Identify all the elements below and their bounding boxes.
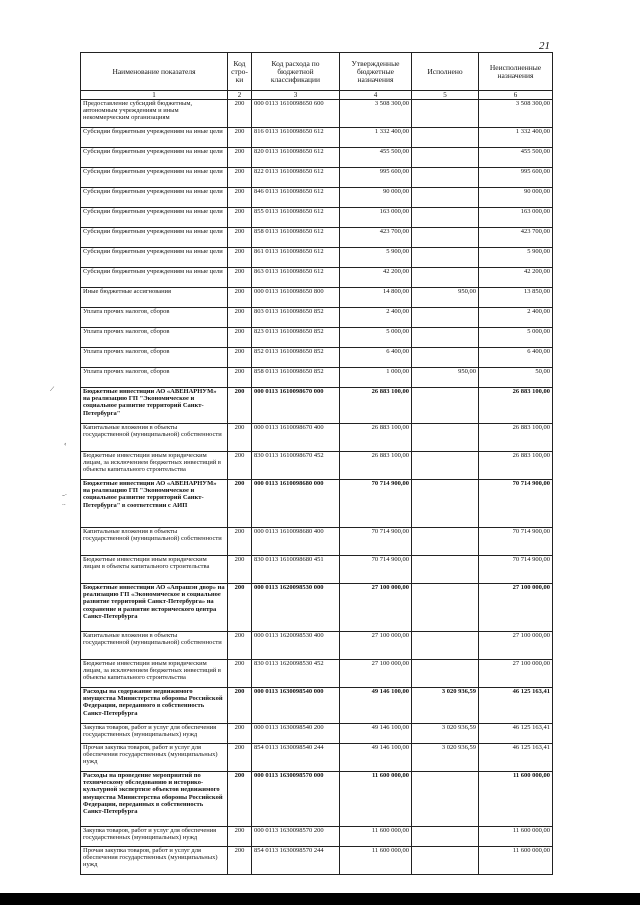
row-approved: 11 600 000,00 [340, 772, 412, 827]
row-expense-code: 830 0113 1610098680 451 [252, 556, 340, 584]
row-line-code: 200 [228, 772, 252, 827]
row-approved: 5 900,00 [340, 248, 412, 268]
row-name: Субсидии бюджетным учреждениям на иные цели [81, 128, 228, 148]
column-number-row [81, 91, 553, 100]
row-approved: 423 700,00 [340, 228, 412, 248]
column-header-line-code: Код стро-ки [228, 53, 252, 91]
row-expense-code: 854 0113 1630098570 244 [252, 847, 340, 875]
table-row [81, 208, 553, 228]
row-approved: 42 200,00 [340, 268, 412, 288]
row-name: Закупка товаров, работ и услуг для обеспечения государственных (муниципальных) нужд [81, 827, 228, 847]
row-unexecuted: 46 125 163,41 [479, 688, 553, 724]
column-header-executed: Исполнено [412, 53, 479, 91]
row-executed: 950,00 [412, 288, 479, 308]
row-name: Бюджетные инвестиции АО «АВЕНАРНУМ» на реализацию ГП "Экономическое и социальное развитие территорий Санкт-Петербурга" в соответствии с АИП [81, 480, 228, 528]
row-expense-code: 822 0113 1610098650 612 [252, 168, 340, 188]
row-name: Иные бюджетные ассигнования [81, 288, 228, 308]
row-expense-code: 000 0113 1630098540 200 [252, 724, 340, 744]
row-unexecuted: 5 000,00 [479, 328, 553, 348]
row-approved: 995 600,00 [340, 168, 412, 188]
row-approved: 70 714 900,00 [340, 556, 412, 584]
row-name: Субсидии бюджетным учреждениям на иные цели [81, 228, 228, 248]
row-unexecuted: 27 100 000,00 [479, 660, 553, 688]
row-expense-code: 863 0113 1610098650 612 [252, 268, 340, 288]
row-executed [412, 308, 479, 328]
row-unexecuted: 50,00 [479, 368, 553, 388]
row-name: Капитальные вложения в объекты государственной (муниципальной) собственности [81, 632, 228, 660]
scan-bottom-edge [0, 893, 640, 905]
row-unexecuted: 11 600 000,00 [479, 847, 553, 875]
row-expense-code: 858 0113 1610098650 612 [252, 228, 340, 248]
budget-report-table [80, 52, 553, 875]
row-line-code: 200 [228, 268, 252, 288]
row-name: Уплата прочих налогов, сборов [81, 328, 228, 348]
table-row [81, 248, 553, 268]
row-unexecuted: 11 600 000,00 [479, 772, 553, 827]
row-approved: 70 714 900,00 [340, 480, 412, 528]
row-approved: 90 000,00 [340, 188, 412, 208]
row-name: Субсидии бюджетным учреждениям на иные цели [81, 168, 228, 188]
row-approved: 49 146 100,00 [340, 688, 412, 724]
row-executed [412, 248, 479, 268]
row-executed [412, 168, 479, 188]
row-approved: 455 500,00 [340, 148, 412, 168]
row-approved: 27 100 000,00 [340, 632, 412, 660]
row-unexecuted: 27 100 000,00 [479, 584, 553, 632]
table-row [81, 148, 553, 168]
row-line-code: 200 [228, 480, 252, 528]
table-row [81, 480, 553, 528]
column-number: 6 [479, 91, 553, 100]
row-approved: 49 146 100,00 [340, 744, 412, 772]
row-name: Субсидии бюджетным учреждениям на иные цели [81, 248, 228, 268]
row-name: Субсидии бюджетным учреждениям на иные цели [81, 268, 228, 288]
row-line-code: 200 [228, 724, 252, 744]
table-row [81, 452, 553, 480]
row-unexecuted: 2 400,00 [479, 308, 553, 328]
table-row [81, 328, 553, 348]
row-unexecuted: 995 600,00 [479, 168, 553, 188]
row-approved: 70 714 900,00 [340, 528, 412, 556]
column-header-unexecuted: Неисполненные назначения [479, 53, 553, 91]
column-header-expense-code: Код расхода по бюджетной классификации [252, 53, 340, 91]
row-expense-code: 803 0113 1610098650 852 [252, 308, 340, 328]
row-name: Бюджетные инвестиции иным юридическим лицам, за исключением бюджетных инвестиций в объекты капитального строительства [81, 660, 228, 688]
row-line-code: 200 [228, 368, 252, 388]
row-expense-code: 000 0113 1610098680 400 [252, 528, 340, 556]
row-executed [412, 424, 479, 452]
table-row [81, 847, 553, 875]
row-approved: 2 400,00 [340, 308, 412, 328]
row-approved: 163 000,00 [340, 208, 412, 228]
row-expense-code: 830 0113 1610098670 452 [252, 452, 340, 480]
row-unexecuted: 26 883 100,00 [479, 388, 553, 424]
row-unexecuted: 1 332 400,00 [479, 128, 553, 148]
row-line-code: 200 [228, 248, 252, 268]
row-expense-code: 816 0113 1610098650 612 [252, 128, 340, 148]
row-approved: 3 508 300,00 [340, 100, 412, 128]
row-unexecuted: 46 125 163,41 [479, 724, 553, 744]
row-expense-code: 000 0113 1610098670 000 [252, 388, 340, 424]
row-executed: 3 020 936,59 [412, 744, 479, 772]
row-line-code: 200 [228, 827, 252, 847]
row-line-code: 200 [228, 288, 252, 308]
row-executed [412, 128, 479, 148]
row-expense-code: 858 0113 1610098650 852 [252, 368, 340, 388]
table-row [81, 308, 553, 328]
row-name: Прочая закупка товаров, работ и услуг для обеспечения государственных (муниципальных) нужд [81, 744, 228, 772]
row-unexecuted: 26 883 100,00 [479, 424, 553, 452]
row-line-code: 200 [228, 168, 252, 188]
table-row [81, 424, 553, 452]
row-expense-code: 852 0113 1610098650 852 [252, 348, 340, 368]
row-executed [412, 268, 479, 288]
row-approved: 26 883 100,00 [340, 424, 412, 452]
table-row [81, 188, 553, 208]
row-line-code: 200 [228, 452, 252, 480]
row-executed: 3 020 936,59 [412, 724, 479, 744]
row-expense-code: 000 0113 1620098530 000 [252, 584, 340, 632]
table-row [81, 288, 553, 308]
row-executed [412, 148, 479, 168]
row-unexecuted: 70 714 900,00 [479, 556, 553, 584]
row-unexecuted: 90 000,00 [479, 188, 553, 208]
row-expense-code: 854 0113 1630098540 244 [252, 744, 340, 772]
row-approved: 6 400,00 [340, 348, 412, 368]
row-expense-code: 000 0113 1620098530 400 [252, 632, 340, 660]
row-line-code: 200 [228, 528, 252, 556]
row-unexecuted: 423 700,00 [479, 228, 553, 248]
row-name: Уплата прочих налогов, сборов [81, 308, 228, 328]
row-expense-code: 000 0113 1610098670 400 [252, 424, 340, 452]
row-line-code: 200 [228, 847, 252, 875]
row-expense-code: 000 0113 1630098540 000 [252, 688, 340, 724]
column-header-name: Наименование показателя [81, 53, 228, 91]
column-number: 3 [252, 91, 340, 100]
table-row [81, 100, 553, 128]
row-executed [412, 348, 479, 368]
row-name: Уплата прочих налогов, сборов [81, 348, 228, 368]
row-expense-code: 000 0113 1610098680 000 [252, 480, 340, 528]
row-name: Бюджетные инвестиции АО «Апрашэн двор» на реализацию ГП «Экономическое и социальное развитие территорий Санкт-Петербурга» на сохранение и развитие исторического центра Санкт-Петербурга [81, 584, 228, 632]
row-line-code: 200 [228, 328, 252, 348]
table-row [81, 268, 553, 288]
table-row [81, 168, 553, 188]
row-line-code: 200 [228, 128, 252, 148]
row-name: Субсидии бюджетным учреждениям на иные цели [81, 148, 228, 168]
row-name: Уплата прочих налогов, сборов [81, 368, 228, 388]
row-unexecuted: 455 500,00 [479, 148, 553, 168]
row-name: Расходы на содержание недвижимого имущества Министерства обороны Российской Федерации, переданного в собственность Санкт-Петербурга [81, 688, 228, 724]
row-unexecuted: 46 125 163,41 [479, 744, 553, 772]
margin-handwritten-mark: ⟋ [50, 386, 55, 393]
row-name: Бюджетные инвестиции иным юридическим лицам, за исключением бюджетных инвестиций в объекты капитального строительства [81, 452, 228, 480]
margin-handwritten-mark: ·· [62, 502, 66, 509]
row-expense-code: 823 0113 1610098650 852 [252, 328, 340, 348]
row-unexecuted: 163 000,00 [479, 208, 553, 228]
row-approved: 1 000,00 [340, 368, 412, 388]
row-executed [412, 528, 479, 556]
row-executed [412, 228, 479, 248]
row-line-code: 200 [228, 744, 252, 772]
row-approved: 14 800,00 [340, 288, 412, 308]
row-executed: 3 020 936,59 [412, 688, 479, 724]
row-line-code: 200 [228, 208, 252, 228]
row-name: Субсидии бюджетным учреждениям на иные цели [81, 188, 228, 208]
column-number: 5 [412, 91, 479, 100]
row-executed [412, 847, 479, 875]
row-executed [412, 188, 479, 208]
table-row [81, 744, 553, 772]
row-line-code: 200 [228, 632, 252, 660]
table-row [81, 772, 553, 827]
table-row [81, 584, 553, 632]
row-line-code: 200 [228, 228, 252, 248]
row-name: Бюджетные инвестиции АО «АВЕНАРНУМ» на реализацию ГП "Экономическое и социальное развитие территорий Санкт-Петербурга" [81, 388, 228, 424]
row-approved: 1 332 400,00 [340, 128, 412, 148]
row-line-code: 200 [228, 188, 252, 208]
row-unexecuted: 42 200,00 [479, 268, 553, 288]
table-row [81, 368, 553, 388]
row-name: Капитальные вложения в объекты государственной (муниципальной) собственности [81, 424, 228, 452]
column-number: 4 [340, 91, 412, 100]
row-line-code: 200 [228, 556, 252, 584]
row-expense-code: 846 0113 1610098650 612 [252, 188, 340, 208]
column-header-approved: Утвержденные бюджетные назначения [340, 53, 412, 91]
row-executed [412, 632, 479, 660]
column-number: 1 [81, 91, 228, 100]
row-unexecuted: 27 100 000,00 [479, 632, 553, 660]
row-approved: 26 883 100,00 [340, 388, 412, 424]
table-row [81, 688, 553, 724]
row-unexecuted: 26 883 100,00 [479, 452, 553, 480]
row-line-code: 200 [228, 584, 252, 632]
row-name: Бюджетные инвестиции иным юридическим лицам в объекты капитального строительства [81, 556, 228, 584]
table-row [81, 724, 553, 744]
row-executed [412, 660, 479, 688]
row-line-code: 200 [228, 148, 252, 168]
row-approved: 26 883 100,00 [340, 452, 412, 480]
table-row [81, 388, 553, 424]
row-expense-code: 000 0113 1610098650 600 [252, 100, 340, 128]
row-line-code: 200 [228, 348, 252, 368]
row-approved: 27 100 000,00 [340, 660, 412, 688]
row-unexecuted: 3 508 300,00 [479, 100, 553, 128]
row-executed [412, 556, 479, 584]
row-line-code: 200 [228, 660, 252, 688]
row-executed [412, 480, 479, 528]
row-expense-code: 000 0113 1610098650 800 [252, 288, 340, 308]
row-expense-code: 855 0113 1610098650 612 [252, 208, 340, 228]
row-name: Прочая закупка товаров, работ и услуг для обеспечения государственных (муниципальных) нужд [81, 847, 228, 875]
row-approved: 27 100 000,00 [340, 584, 412, 632]
row-executed [412, 772, 479, 827]
row-executed [412, 328, 479, 348]
row-line-code: 200 [228, 388, 252, 424]
row-executed [412, 584, 479, 632]
row-line-code: 200 [228, 688, 252, 724]
row-unexecuted: 11 600 000,00 [479, 827, 553, 847]
table-body [81, 100, 553, 875]
row-approved: 11 600 000,00 [340, 847, 412, 875]
row-line-code: 200 [228, 424, 252, 452]
table-row [81, 128, 553, 148]
row-executed [412, 100, 479, 128]
row-executed [412, 208, 479, 228]
row-unexecuted: 13 850,00 [479, 288, 553, 308]
row-approved: 5 000,00 [340, 328, 412, 348]
margin-handwritten-mark: ‹ [64, 441, 67, 448]
table-header-row [81, 53, 553, 91]
row-expense-code: 830 0113 1620098530 452 [252, 660, 340, 688]
row-unexecuted: 5 900,00 [479, 248, 553, 268]
row-name: Предоставление субсидий бюджетным, автономным учреждениям и иным некоммерческим организациям [81, 100, 228, 128]
row-name: Расходы на проведение мероприятий по техническому обследованию и историко-культурной экспертизе объектов недвижимого имущества Министерства обороны Российской Федерации, переданных в собственность Санкт-Петербурга [81, 772, 228, 827]
row-line-code: 200 [228, 100, 252, 128]
row-expense-code: 000 0113 1630098570 200 [252, 827, 340, 847]
row-approved: 49 146 100,00 [340, 724, 412, 744]
row-line-code: 200 [228, 308, 252, 328]
table-row [81, 632, 553, 660]
row-executed [412, 388, 479, 424]
row-name: Субсидии бюджетным учреждениям на иные цели [81, 208, 228, 228]
table-row [81, 528, 553, 556]
row-name: Закупка товаров, работ и услуг для обеспечения государственных (муниципальных) нужд [81, 724, 228, 744]
row-approved: 11 600 000,00 [340, 827, 412, 847]
margin-handwritten-mark: –· [62, 492, 67, 499]
row-name: Капитальные вложения в объекты государственной (муниципальной) собственности [81, 528, 228, 556]
row-unexecuted: 6 400,00 [479, 348, 553, 368]
row-unexecuted: 70 714 900,00 [479, 528, 553, 556]
row-expense-code: 861 0113 1610098650 612 [252, 248, 340, 268]
row-executed: 950,00 [412, 368, 479, 388]
table-row [81, 228, 553, 248]
column-number: 2 [228, 91, 252, 100]
table-row [81, 827, 553, 847]
row-expense-code: 000 0113 1630098570 000 [252, 772, 340, 827]
page-number: 21 [539, 40, 550, 52]
row-executed [412, 452, 479, 480]
table-row [81, 660, 553, 688]
row-expense-code: 820 0113 1610098650 612 [252, 148, 340, 168]
table-row [81, 556, 553, 584]
row-unexecuted: 70 714 900,00 [479, 480, 553, 528]
row-executed [412, 827, 479, 847]
table-row [81, 348, 553, 368]
